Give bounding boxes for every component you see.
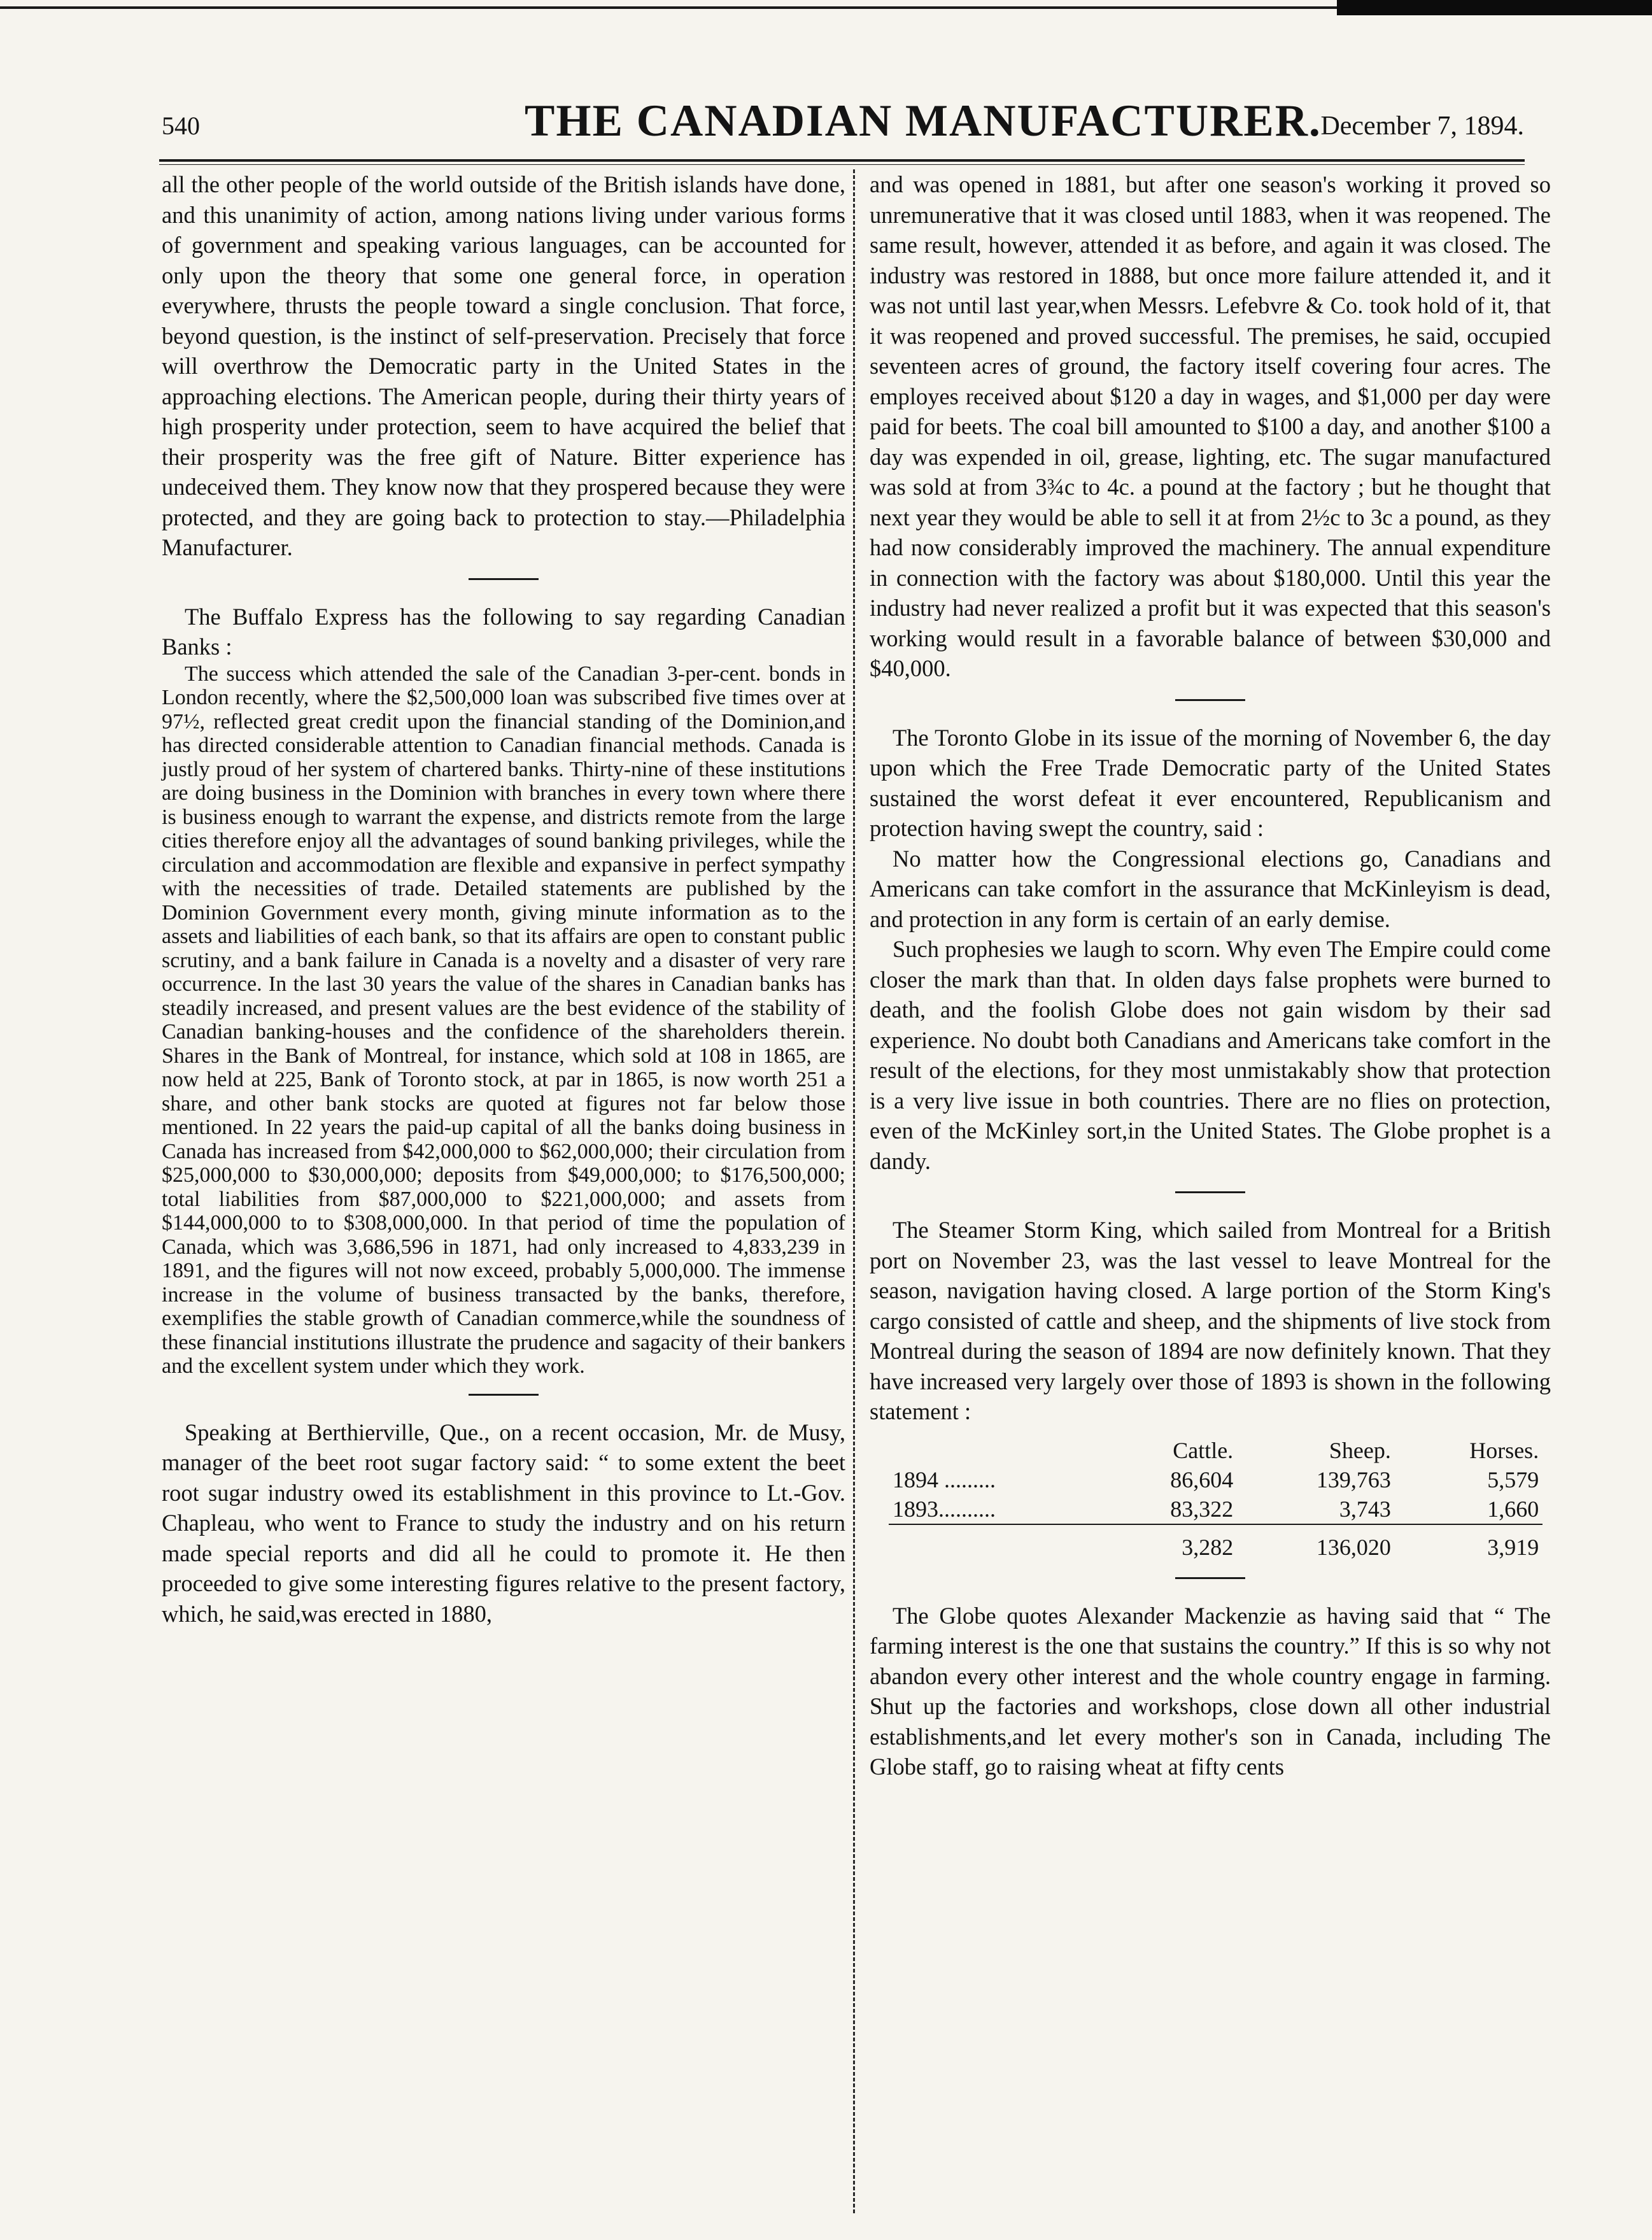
quoted-article: The success which attended the sale of the Canadian 3-per-cent. bonds in London recently, where the $2,500,000 loan was subscribed five times over at 97½, reflected great credit upon the financial standing of the Dominion,and has directed considerable attention to Canadian financial methods. Canada is justly proud of her system of chartered banks. Thirty-nine of these institutions are doing business in the Dominion with branches in every town where there is business enough to warrant the expense, and districts remote from the large cities therefore enjoy all the advantages of sound banking privileges, while the circulation and accommodation are flexible and expansive in perfect sympathy with the necessities of trade. Detailed statements are published by the Dominion Government every month, giving minute information as to the assets and liabilities of each bank, so that its affairs are open to constant public scrutiny, and a bank failure in Canada is a novelty and a disaster of very rare occurrence. In the last 30 years the value of the shares in Canadian banks has steadily increased, and present values are the best evidence of the stability of Canadian banking-houses and the confidence of the shareholders therein. Shares in the Bank of Montreal, for instance, which sold at 108 in 1865, are now held at 225, Bank of Toronto stock, at par in 1865, is now worth 251 a share, and other bank stocks are quoted at figures not far below those mentioned. In 22 years the paid-up capital of all the banks doing business in Canada has increased from $42,000,000 to $62,000,000; their circulation from $25,000,000 to $30,000,000; deposits from $49,000,000; to $176,500,000; total liabilities from $87,000,000 to $221,000,000; and assets from $144,000,000 to to $308,000,000. In that period of time the population of Canada, which was 3,686,596 in 1871, had only increased to 4,833,239 in 1891, and the figures will not now exceed, probably 5,000,000. The immense increase in the volume of business transacted by the banks, therefore, exemplifies the stable growth of Canadian commerce,while the soundness of these financial institutions illustrate the prudence and sagacity of their bankers and the excellent system under which they work. bbox=[162, 662, 845, 1378]
column-divider bbox=[853, 169, 855, 2213]
table-cell: 1893.......... bbox=[893, 1496, 996, 1522]
masthead-title: THE CANADIAN MANUFACTURER. bbox=[525, 96, 1322, 146]
page-header bbox=[162, 96, 1524, 146]
table-header: Sheep. bbox=[1329, 1437, 1391, 1463]
page-number: 540 bbox=[162, 111, 200, 140]
section-separator bbox=[1175, 699, 1245, 701]
issue-date: December 7, 1894. bbox=[1320, 111, 1524, 141]
article-paragraph: and was opened in 1881, but after one season's working it proved so unremunerative that it was closed until 1883, when it was reopened. The same result, however, attended it as before, and again it was closed. The industry was restored in 1888, but once more failure attended it, and it was not until last year,when Messrs. Lefebvre & Co. took hold of it, that it was reopened and proved successful. The premises, he said, occupied seventeen acres of ground, the factory itself covering four acres. The employes received about $120 a day in wages, and $1,000 per day were paid for beets. The coal bill amounted to $100 a day, and another $100 a day was expended in oil, grease, lighting, etc. The sugar manufactured was sold at from 3¾c to 4c. a pound at the factory ; but he thought that next year they would be able to sell it at from 2½c to 3c a pound, as they had now considerably improved the machinery. The annual expenditure in connection with the factory was about $180,000. Until this year the industry had never realized a profit but it was expected that this season's working would result in a favorable balance of between $30,000 and $40,000. bbox=[870, 171, 1551, 681]
section-separator bbox=[469, 578, 539, 580]
section-separator bbox=[1175, 1191, 1245, 1193]
header-rule bbox=[159, 159, 1525, 162]
article-paragraph: Speaking at Berthierville, Que., on a recent occasion, Mr. de Musy, manager of the beet root sugar factory said: “ to some extent the beet root sugar industry owed its establishment in this province to Lt.-Gov. Chapleau, who went to France to study the industry and on his return made special reports and did all he could to promote it. He then proceeded to give some interesting figures relative to the present factory, which, he said,was erected in 1880, bbox=[162, 1419, 845, 1627]
quoted-article: No matter how the Congressional elections go, Canadians and Americans can take comfort in the assurance that McKinleyism is dead, and protection in any form is certain of an early demise. bbox=[870, 845, 1551, 932]
table-cell: 86,604 bbox=[1170, 1466, 1234, 1492]
table-header-row bbox=[889, 1436, 1543, 1465]
table-cell: 5,579 bbox=[1487, 1466, 1539, 1492]
livestock-table bbox=[889, 1436, 1543, 1562]
left-column bbox=[162, 169, 845, 1629]
section-separator bbox=[469, 1394, 539, 1396]
table-row bbox=[889, 1465, 1543, 1494]
section-separator bbox=[1175, 1577, 1245, 1579]
article-paragraph: The Globe quotes Alexander Mackenzie as having said that “ The farming interest is the one that sustains the country.” If this is so why not abandon every other interest and the whole country engage in farming. Shut up the factories and workshops, close down all other industrial establishments,and let every mother's son in Canada, including The Globe staff, go to raising wheat at fifty cents bbox=[870, 1602, 1551, 1780]
right-column bbox=[870, 169, 1551, 1782]
table-cell: 1,660 bbox=[1487, 1496, 1539, 1522]
top-border bbox=[0, 0, 1652, 18]
table-cell: 3,743 bbox=[1339, 1496, 1391, 1522]
top-rule-thin bbox=[0, 6, 1337, 9]
article-intro: The Toronto Globe in its issue of the morning of November 6, the day upon which the Free Trade Democratic party of the United States sustained the worst defeat it ever encountered, Republicanism and protection having swept the country, said : bbox=[870, 724, 1551, 841]
table-row bbox=[889, 1494, 1543, 1524]
table-cell: 83,322 bbox=[1170, 1496, 1234, 1522]
table-header: Cattle. bbox=[1173, 1437, 1234, 1463]
table-cell: 1894 ......... bbox=[893, 1466, 996, 1492]
table-cell: 3,282 bbox=[1101, 1524, 1237, 1562]
table-cell: 139,763 bbox=[1316, 1466, 1391, 1492]
article-paragraph: all the other people of the world outside of the British islands have done, and this unanimity of action, among nations living under various forms of government and speaking various languages, can be accounted for only upon the theory that some one general force, in operation everywhere, thrusts the people toward a single conclusion. That force, beyond question, is the instinct of self-preservation. Precisely that force will overthrow the Democratic party in the United States in the approaching elections. The American people, during their thirty years of high prosperity under protection, seem to have acquired the belief that their prosperity was the free gift of Nature. Bitter experience has undeceived them. They know now that they prospered because they were protected, and they are going back to protection to stay.—Philadelphia Manufacturer. bbox=[162, 171, 845, 560]
table-header bbox=[889, 1436, 1101, 1465]
article-intro: The Buffalo Express has the following to say regarding Canadian Banks : bbox=[162, 603, 845, 660]
header-rule-thin bbox=[159, 164, 1525, 165]
top-rule-thick bbox=[1337, 0, 1652, 15]
article-paragraph: The Steamer Storm King, which sailed from Montreal for a British port on November 23, was the last vessel to leave Montreal for the season, navigation having closed. A large portion of the Storm King's cargo consisted of cattle and sheep, and the shipments of live stock from Montreal during the season of 1894 are now definitely known. That they have increased very largely over those of 1893 is shown in the following statement : bbox=[870, 1217, 1551, 1424]
table-cell: 3,919 bbox=[1395, 1524, 1543, 1562]
table-cell bbox=[889, 1524, 1101, 1562]
table-cell: 136,020 bbox=[1237, 1524, 1395, 1562]
table-total-row bbox=[889, 1524, 1543, 1562]
article-paragraph: Such prophesies we laugh to scorn. Why even The Empire could come closer the mark than that. In olden days false prophets were burned to death, and the foolish Globe does not gain wisdom by their sad experience. No doubt both Canadians and Americans take comfort in the result of the elections, for they most unmistakably show that protection is a very live issue in both countries. There are no flies on protection, even of the McKinley sort,in the United States. The Globe prophet is a dandy. bbox=[870, 936, 1551, 1174]
table-header: Horses. bbox=[1469, 1437, 1539, 1463]
